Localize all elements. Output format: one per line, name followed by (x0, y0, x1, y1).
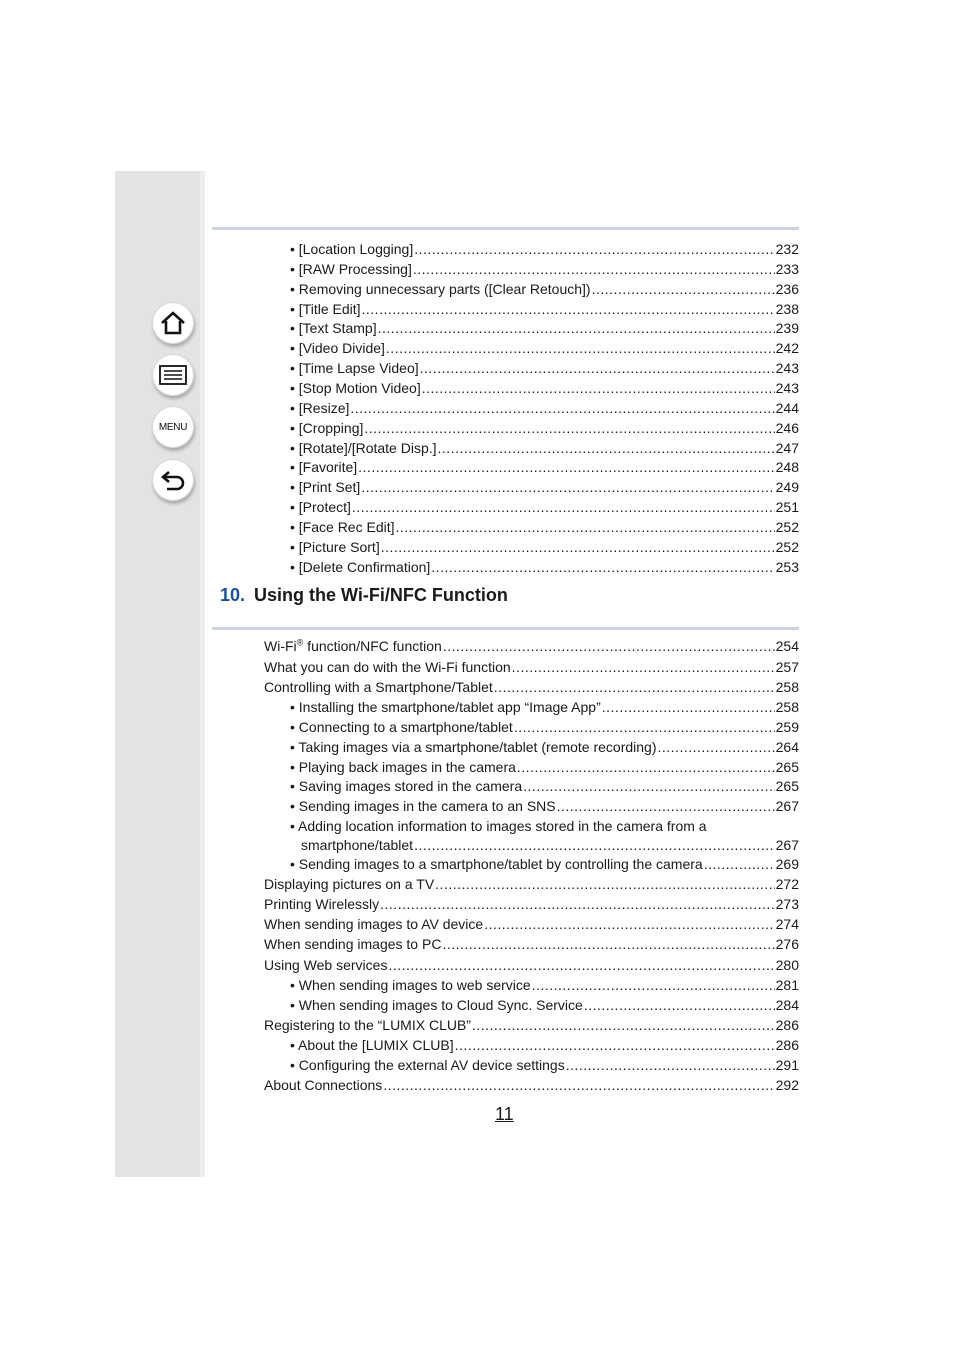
toc-entry-page: 242 (775, 340, 799, 357)
leader-dots (532, 976, 775, 994)
toc-entry-page: 248 (775, 459, 799, 476)
toc-entry[interactable] (290, 976, 799, 994)
toc-entry[interactable] (290, 855, 799, 873)
toc-entry-page: 252 (775, 538, 799, 555)
toc-entry[interactable] (264, 875, 799, 893)
toc-entry-page: 244 (775, 399, 799, 416)
leader-dots (704, 855, 775, 873)
toc-entry-label: • [Delete Confirmation] (290, 558, 431, 575)
toc-entry[interactable] (264, 658, 799, 676)
toc-entry-page: 272 (775, 876, 799, 893)
toc-entry-page: 254 (775, 638, 799, 654)
toc-entry-page: 274 (775, 916, 799, 933)
toc-entry-page: 258 (775, 698, 799, 715)
leader-dots (442, 935, 774, 953)
toc-entry-page: 276 (775, 936, 799, 953)
toc-entry[interactable] (290, 1056, 799, 1074)
toc-entry-page: 292 (775, 1077, 799, 1094)
toc-entry-page: 259 (775, 718, 799, 735)
section-heading (220, 585, 508, 606)
leader-dots (413, 260, 775, 278)
leader-dots (361, 478, 774, 496)
home-icon (160, 310, 186, 336)
toc-entry-page: 243 (775, 360, 799, 377)
toc-entry[interactable] (264, 956, 799, 974)
toc-entry-page: 243 (775, 379, 799, 396)
toc-entry[interactable] (290, 458, 799, 476)
toc-entry[interactable] (290, 498, 799, 516)
leader-dots (350, 399, 774, 417)
toc-entry-wifi[interactable] (264, 637, 799, 655)
toc-entry[interactable] (290, 419, 799, 437)
toc-entry-label: • [Location Logging] (290, 241, 414, 257)
toc-entry-label: • [Resize] (290, 399, 350, 416)
toc-entry-label: • [Time Lapse Video] (290, 360, 419, 377)
toc-entry-label: Registering to the “LUMIX CLUB” (264, 1016, 471, 1033)
leader-dots (378, 319, 775, 337)
toc-entry-page: 247 (775, 439, 799, 456)
leader-dots (414, 240, 774, 258)
toc-entry-label: smartphone/tablet (301, 837, 414, 853)
toc-entry-label: • [Favorite] (290, 459, 358, 476)
toc-entry-label: • Playing back images in the camera (290, 758, 516, 775)
toc-entry-page: 252 (775, 518, 799, 535)
toc-entry-page: 239 (775, 320, 799, 337)
toc-entry-label: • [Cropping] (290, 419, 364, 436)
toc-entry-page: 269 (775, 856, 799, 872)
toc-entry-page: 257 (775, 659, 799, 675)
toc-entry-label: • [Video Divide] (290, 340, 385, 357)
toc-entry-label: When sending images to PC (264, 936, 442, 953)
leader-dots (388, 956, 774, 974)
toc-entry-label: • [Print Set] (290, 479, 361, 496)
toc-entry-page: 233 (775, 260, 799, 277)
toc-entry-page: 265 (775, 758, 799, 775)
toc-entry[interactable] (290, 996, 799, 1014)
leader-dots (362, 300, 775, 318)
toc-entry-label: • Connecting to a smartphone/tablet (290, 718, 513, 735)
toc-entry[interactable] (290, 439, 799, 457)
toc-entry-label: • About the [LUMIX CLUB] (290, 1036, 454, 1053)
leader-dots (557, 797, 775, 815)
toc-entry-page: 281 (775, 976, 799, 993)
leader-dots (383, 1076, 774, 1094)
leader-dots (494, 678, 775, 696)
toc-entry[interactable] (264, 895, 799, 913)
toc-entry-wrap-first[interactable]: • Adding location information to images stored in the camera from a (290, 818, 707, 834)
toc-entry-label: • Saving images stored in the camera (290, 778, 523, 795)
toc-entry-page: 232 (775, 241, 799, 257)
toc-entry[interactable] (290, 538, 799, 556)
toc-entry-label: • When sending images to web service (290, 976, 531, 993)
toc-entry[interactable] (290, 280, 799, 298)
leader-dots (658, 738, 775, 756)
toc-entry-label: Displaying pictures on a TV (264, 876, 435, 893)
leader-dots (358, 458, 774, 476)
leader-dots (420, 359, 775, 377)
leader-dots (455, 1036, 775, 1054)
toc-entry[interactable] (290, 240, 799, 258)
leader-dots (517, 758, 775, 776)
leader-dots (386, 339, 775, 357)
toc-entry-label: Printing Wirelessly (264, 896, 380, 913)
toc-entry-page: 267 (775, 798, 799, 815)
toc-entry-label: Wi-Fi® function/NFC function (264, 637, 442, 654)
toc-entry-label: About Connections (264, 1077, 383, 1094)
leader-dots (438, 439, 775, 457)
toc-entry-page: 251 (775, 499, 799, 516)
toc-entry-label: • Sending images in the camera to an SNS (290, 798, 556, 815)
toc-entry[interactable] (264, 1076, 799, 1094)
leader-dots (584, 996, 775, 1014)
leader-dots (443, 637, 775, 655)
toc-entry-wrap-second[interactable] (301, 836, 799, 854)
toc-entry-label: • Taking images via a smartphone/tablet (remote recording) (290, 738, 657, 755)
toc-entry-page: 253 (775, 558, 799, 575)
toc-entry[interactable] (264, 935, 799, 953)
toc-entry-label: • [Text Stamp] (290, 320, 377, 337)
toc-entry-page: 267 (775, 837, 799, 853)
toc-entry-page: 286 (775, 1036, 799, 1053)
toc-entry-label: • Configuring the external AV device settings (290, 1057, 565, 1073)
toc-entry[interactable] (290, 797, 799, 815)
toc-entry[interactable] (290, 300, 799, 318)
leader-dots (435, 875, 774, 893)
leader-dots (472, 1016, 775, 1034)
toc-entry-label: Controlling with a Smartphone/Tablet (264, 678, 493, 695)
leader-dots (414, 836, 775, 854)
toc-entry-page: 264 (775, 738, 799, 755)
toc-entry[interactable] (264, 1016, 799, 1034)
toc-entry[interactable] (290, 1036, 799, 1054)
toc-entry[interactable] (290, 758, 799, 776)
section-number: 10. (220, 585, 246, 605)
section-title: Using the Wi-Fi/NFC Function (254, 585, 508, 605)
toc-entry[interactable] (290, 399, 799, 417)
toc-entry[interactable] (290, 478, 799, 496)
leader-dots (380, 895, 775, 913)
home-button[interactable] (152, 302, 194, 344)
leader-dots (484, 915, 774, 933)
toc-entry-label: • [Picture Sort] (290, 538, 380, 555)
sidebar-edge (200, 171, 205, 1177)
list-icon (159, 365, 187, 385)
toc-entry[interactable] (290, 718, 799, 736)
leader-dots (512, 658, 775, 676)
menu-button[interactable] (152, 406, 194, 448)
leader-dots (396, 518, 775, 536)
toc-entry-page: 284 (775, 996, 799, 1013)
toc-entry[interactable] (290, 260, 799, 278)
toc-entry[interactable] (290, 379, 799, 397)
toc-entry-page: 291 (775, 1057, 799, 1073)
toc-entry-label: When sending images to AV device (264, 916, 484, 933)
toc-entry[interactable] (290, 738, 799, 756)
back-button[interactable] (152, 459, 194, 501)
toc-entry-page: 286 (775, 1016, 799, 1033)
toc-entry-label: • [Title Edit] (290, 300, 361, 317)
toc-entry-label: Using Web services (264, 956, 388, 973)
toc-entry-label: • [Rotate]/[Rotate Disp.] (290, 439, 437, 456)
toc-entry[interactable] (264, 915, 799, 933)
leader-dots (381, 538, 775, 556)
leader-dots (566, 1056, 775, 1074)
toc-entry-label: • Removing unnecessary parts ([Clear Retouch]) (290, 280, 591, 297)
leader-dots (422, 379, 775, 397)
toc-entry-label: • [Protect] (290, 499, 351, 516)
toc-entry-page: 258 (775, 678, 799, 695)
toc-entry[interactable] (264, 678, 799, 696)
leader-dots (602, 698, 775, 716)
toc-entry-page: 280 (775, 956, 799, 973)
toc-entry-page: 238 (775, 300, 799, 317)
toc-entry-label: • [RAW Processing] (290, 260, 412, 277)
toc-entry-page: 236 (775, 280, 799, 297)
toc-entry-label: • Installing the smartphone/tablet app “Image App” (290, 698, 601, 715)
toc-entry-label: • When sending images to Cloud Sync. Service (290, 996, 583, 1013)
toc-entry[interactable] (290, 698, 799, 716)
toc-entry-label: • Sending images to a smartphone/tablet by controlling the camera (290, 856, 703, 872)
toc-entry[interactable] (290, 777, 799, 795)
toc-entry-page: 273 (775, 896, 799, 913)
menu-label: MENU (158, 421, 188, 433)
toc-entry-label: • [Stop Motion Video] (290, 379, 421, 396)
toc-entry[interactable] (290, 319, 799, 337)
leader-dots (364, 419, 774, 437)
back-icon (160, 468, 186, 492)
toc-entry[interactable] (290, 518, 799, 536)
toc-entry-label: What you can do with the Wi-Fi function (264, 659, 511, 675)
toc-entry-label: • [Face Rec Edit] (290, 518, 395, 535)
toc-entry[interactable] (290, 339, 799, 357)
toc-entry[interactable] (290, 359, 799, 377)
contents-button[interactable] (152, 354, 194, 396)
toc-entry-page: 265 (775, 778, 799, 795)
leader-dots (352, 498, 775, 516)
toc-entry-page: 246 (775, 419, 799, 436)
section-rule (212, 627, 799, 630)
leader-dots (523, 777, 775, 795)
page-number: 11 (495, 1104, 514, 1124)
toc-entry-page: 249 (775, 479, 799, 496)
leader-dots (514, 718, 775, 736)
leader-dots (592, 280, 775, 298)
leader-dots (431, 558, 774, 576)
toc-entry[interactable] (290, 558, 799, 576)
top-rule (212, 227, 799, 230)
